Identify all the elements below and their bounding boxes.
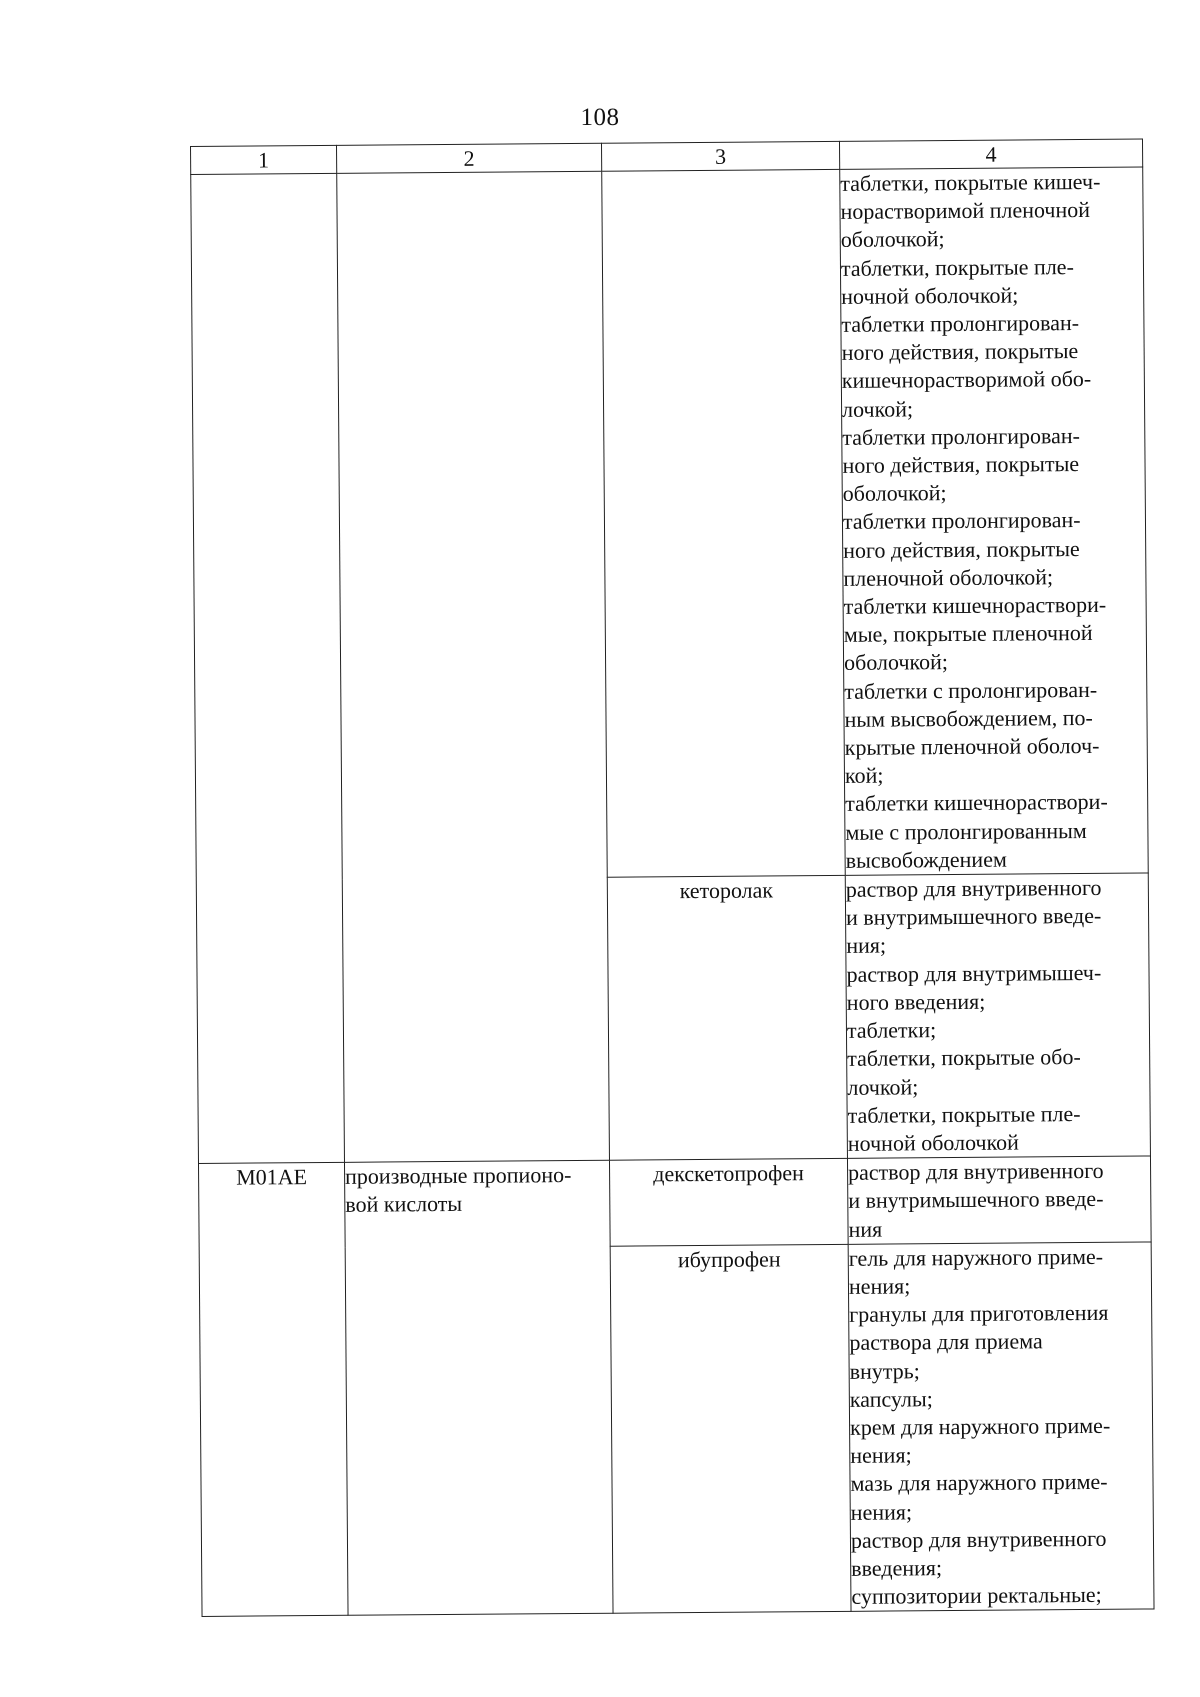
text-line: раствора для приема — [849, 1328, 1043, 1356]
text-line: внутрь; — [849, 1357, 920, 1384]
text-line: таблетки; — [846, 1017, 937, 1043]
text-line: ного действия, покрытые — [841, 338, 1079, 366]
text-line: таблетки, покрытые кишеч- — [840, 168, 1101, 196]
drug-cell-empty — [602, 169, 846, 877]
drug-name-ketorolac: кеторолак — [607, 875, 847, 1160]
text-line: таблетки кишечнораствори- — [845, 789, 1108, 817]
dosage-forms-ketorolac — [845, 873, 1150, 1158]
text-line: крем для наружного приме- — [849, 1412, 1111, 1440]
text-line: оболочкой; — [840, 226, 945, 253]
column-header-1: 1 — [191, 145, 337, 174]
text-line: норастворимой пленочной — [840, 197, 1091, 225]
text-line: нения; — [850, 1442, 912, 1468]
text-line: раствор для внутривенного — [847, 1157, 1104, 1185]
text-line: лочкой; — [847, 1073, 919, 1100]
column-header-2: 2 — [336, 143, 601, 173]
text-line: ным высвобождением, по- — [844, 704, 1093, 732]
text-line: таблетки, покрытые пле- — [847, 1100, 1081, 1128]
atc-code: M01AE — [198, 1162, 348, 1616]
text-line: кишечнорастворимой обо- — [841, 366, 1092, 394]
text-line: ния; — [846, 933, 887, 959]
text-line: ночной оболочкой; — [841, 282, 1019, 309]
text-line: мые с пролонгированным — [845, 817, 1087, 845]
text-line: мые, покрытые пленочной — [843, 620, 1093, 648]
table-row-dexketoprofen — [198, 1156, 1151, 1249]
page-number: 108 — [580, 104, 620, 131]
group-cell-empty — [337, 171, 610, 1162]
dosage-forms-list — [849, 1242, 1154, 1611]
dosage-forms-list — [846, 874, 1150, 1158]
text-line: раствор для внутримышеч- — [846, 959, 1102, 987]
text-line: нения; — [850, 1498, 913, 1525]
text-line: ного действия, покрытые — [843, 535, 1080, 563]
table-row-continuation — [191, 167, 1149, 881]
text-line: мазь для наружного приме- — [850, 1469, 1108, 1497]
text-line: ния — [848, 1216, 883, 1242]
drug-name-dexketoprofen: декскетопрофен — [609, 1158, 848, 1245]
column-header-4: 4 — [839, 139, 1142, 169]
text-line: таблетки, покрытые пле- — [840, 253, 1074, 281]
column-header-3: 3 — [601, 141, 839, 171]
text-line: раствор для внутривенного — [845, 874, 1102, 902]
text-line: высвобождением — [845, 846, 1007, 873]
text-line: таблетки с пролонгирован- — [844, 676, 1098, 704]
text-line: гранулы для приготовления — [849, 1299, 1109, 1327]
text-line: и внутримышечного введе- — [848, 1186, 1104, 1214]
dosage-forms-dexketoprofen — [847, 1156, 1151, 1244]
text-line: таблетки, покрытые обо- — [847, 1044, 1081, 1072]
text-line: вой кислоты — [345, 1191, 463, 1217]
text-line: производные пропионо- — [344, 1162, 572, 1189]
dosage-forms-list — [840, 168, 1148, 875]
text-line: таблетки пролонгирован- — [842, 507, 1081, 535]
code-cell-empty — [191, 173, 345, 1163]
therapeutic-group — [344, 1160, 613, 1615]
text-line: ного введения; — [846, 988, 986, 1015]
dosage-forms-cell — [840, 167, 1149, 875]
text-line: пленочной оболочкой; — [843, 564, 1054, 591]
drug-name-ibuprofen: ибупрофен — [610, 1244, 851, 1613]
dosage-forms-list — [848, 1157, 1151, 1244]
text-line: нения; — [848, 1273, 911, 1299]
text-line: введения; — [851, 1555, 943, 1581]
text-line: крытые пленочной оболоч- — [844, 732, 1100, 760]
text-line: таблетки кишечнораствори- — [843, 591, 1107, 619]
text-line: ночной оболочкой — [847, 1129, 1019, 1156]
text-line: суппозитории ректальные; — [851, 1582, 1102, 1610]
text-line: кой; — [844, 762, 884, 789]
text-line: оболочкой; — [842, 480, 947, 507]
text-line: раствор для внутривенного — [850, 1525, 1107, 1553]
text-line: и внутримышечного введе- — [845, 903, 1102, 931]
group-name-lines — [345, 1161, 609, 1219]
text-line: оболочкой; — [843, 649, 949, 676]
text-line: таблетки пролонгирован- — [842, 422, 1081, 450]
text-line: ного действия, покрытые — [842, 451, 1080, 478]
text-line: лочкой; — [841, 395, 914, 422]
dosage-forms-ibuprofen — [848, 1242, 1154, 1612]
text-line: таблетки пролонгирован- — [841, 310, 1080, 337]
text-line: капсулы; — [849, 1385, 933, 1412]
text-line: гель для наружного приме- — [848, 1243, 1104, 1271]
medication-table — [190, 139, 1155, 1618]
